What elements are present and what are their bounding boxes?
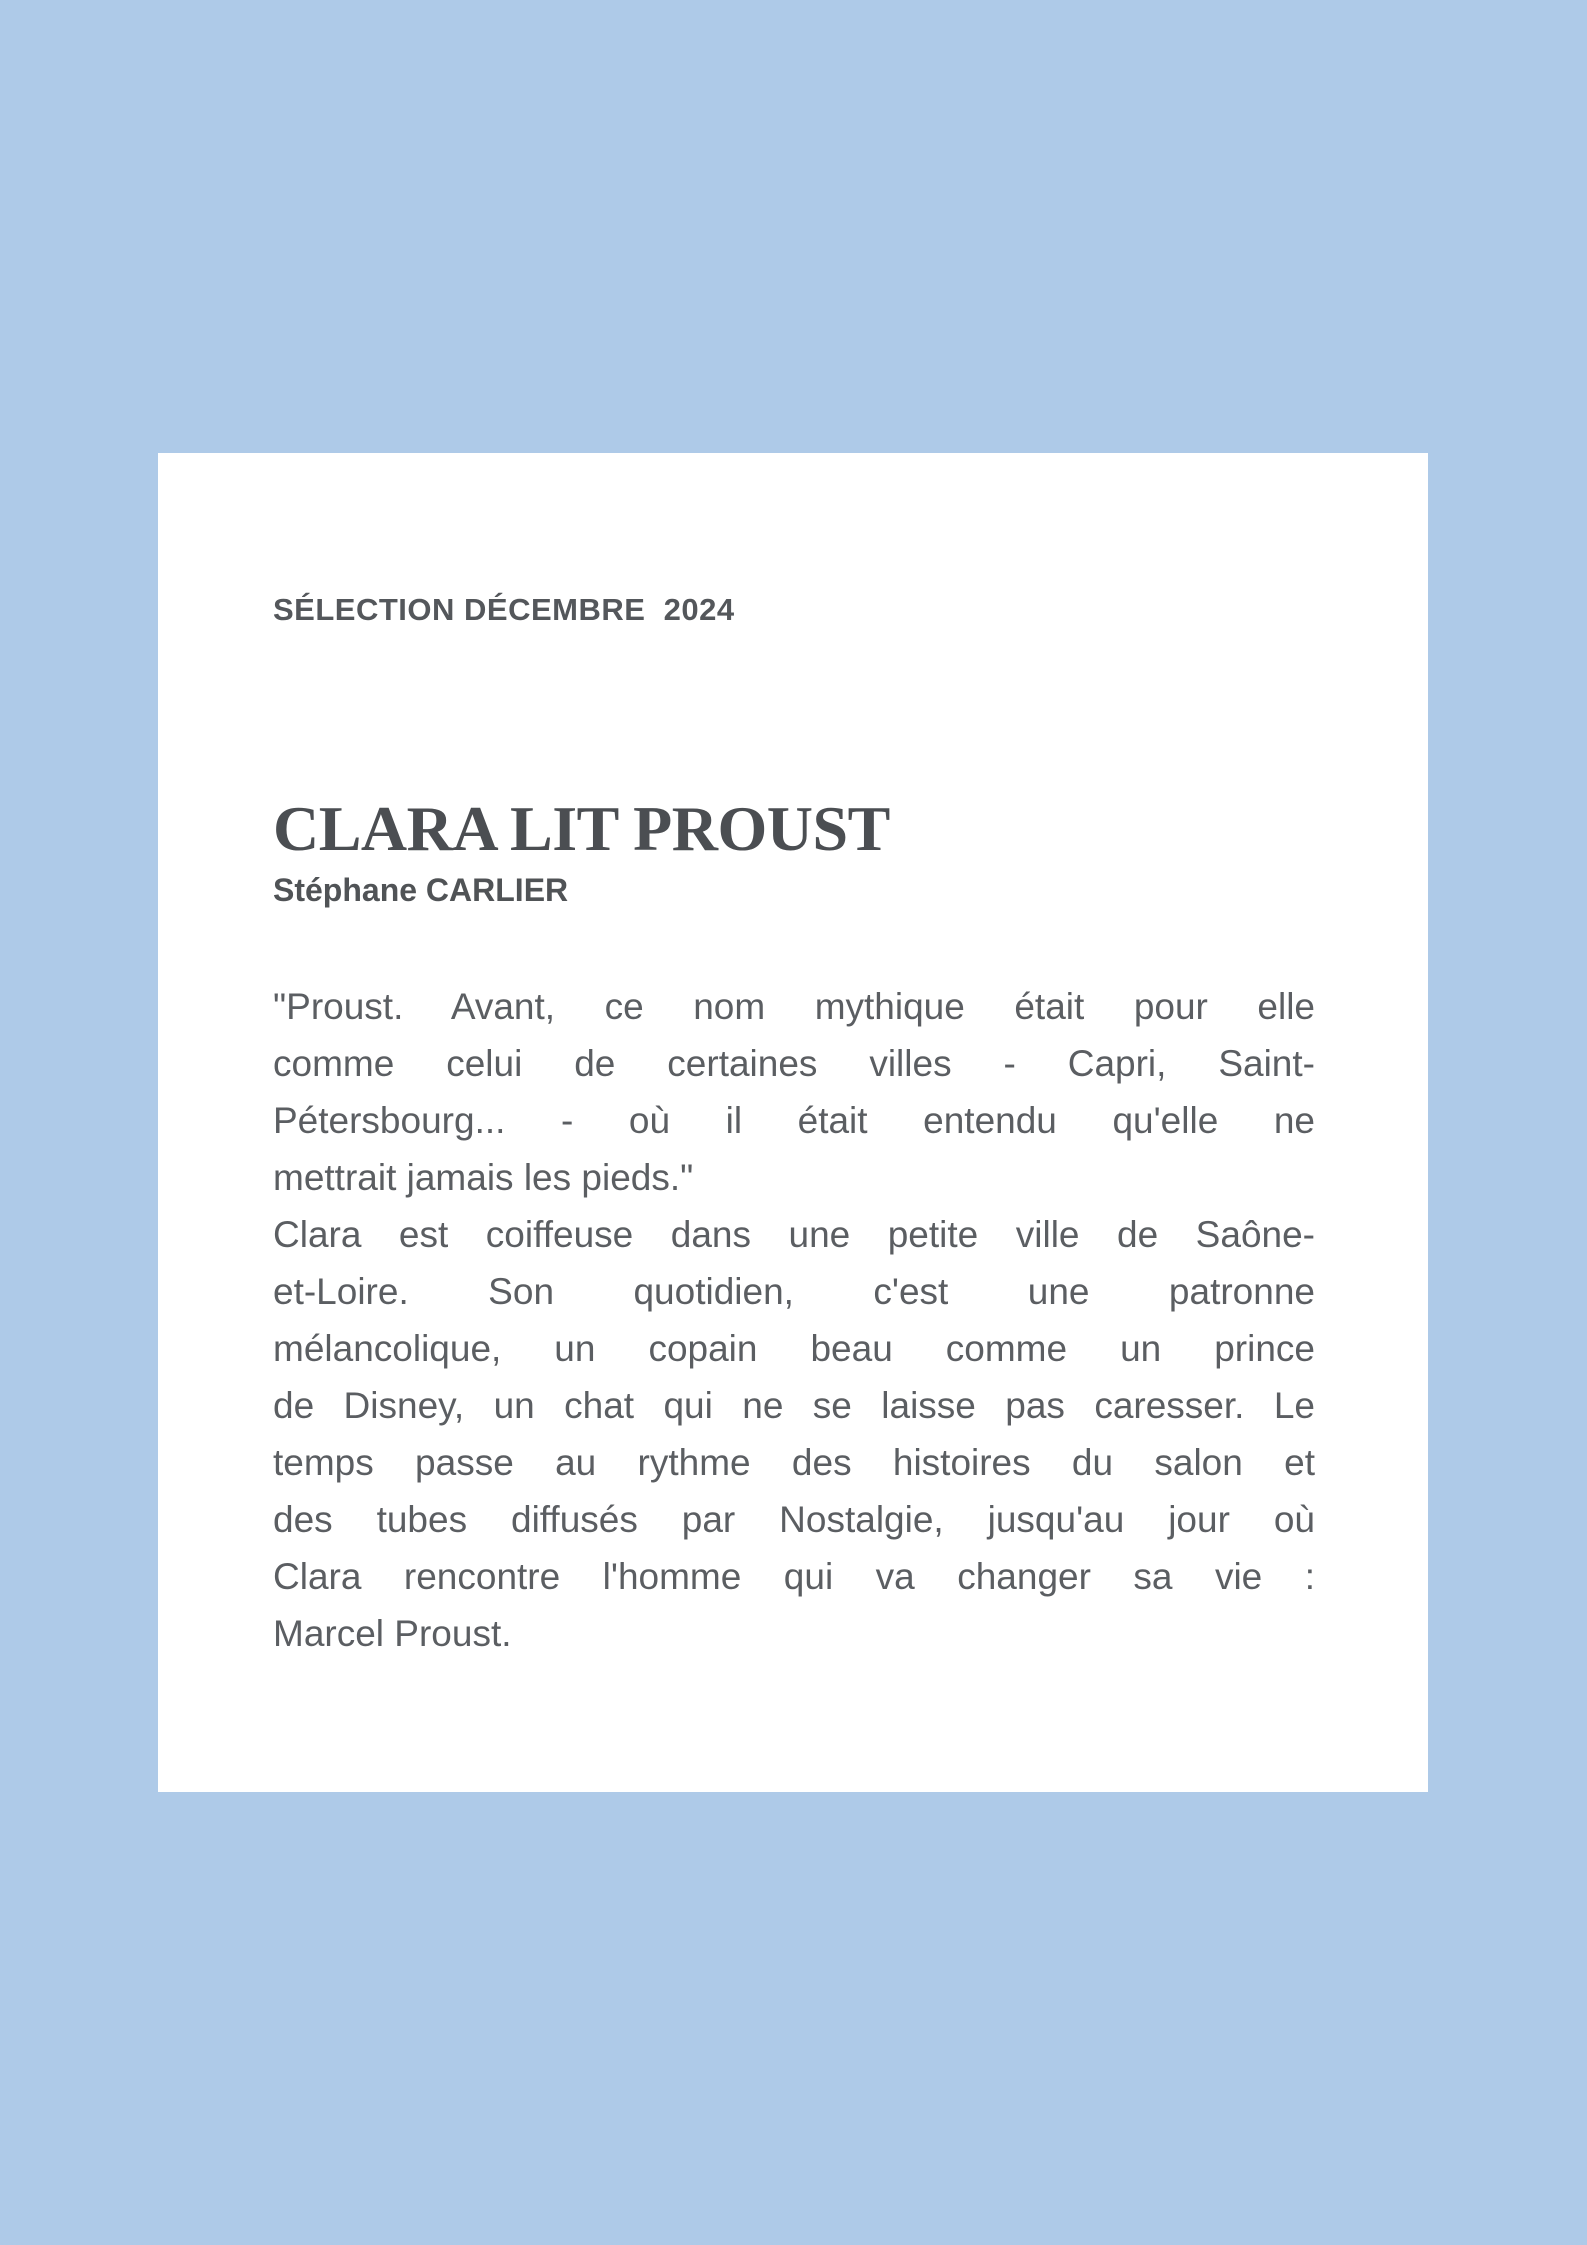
book-author: Stéphane CARLIER [273, 872, 569, 908]
synopsis-line: "Proust. Avant, ce nom mythique était pour elle [273, 986, 1315, 1027]
synopsis-line: Clara rencontre l'homme qui va changer sa vie : [273, 1556, 1315, 1597]
synopsis-line: temps passe au rythme des histoires du salon et [273, 1442, 1315, 1483]
synopsis-line: et-Loire. Son quotidien, c'est une patronne [273, 1271, 1315, 1312]
book-synopsis [273, 978, 1315, 1662]
synopsis-line: Clara est coiffeuse dans une petite ville de Saône- [273, 1214, 1315, 1255]
synopsis-line: de Disney, un chat qui ne se laisse pas caresser. Le [273, 1385, 1315, 1426]
book-title: CLARA LIT PROUST [273, 793, 890, 864]
book-selection-card [158, 453, 1428, 1792]
synopsis-line: Marcel Proust. [273, 1613, 512, 1654]
selection-eyebrow: SÉLECTION DÉCEMBRE 2024 [273, 592, 735, 627]
synopsis-line: comme celui de certaines villes - Capri, Saint- [273, 1043, 1315, 1084]
synopsis-line: mettrait jamais les pieds." [273, 1157, 694, 1198]
synopsis-line: des tubes diffusés par Nostalgie, jusqu'au jour où [273, 1499, 1315, 1540]
synopsis-line: mélancolique, un copain beau comme un prince [273, 1328, 1315, 1369]
synopsis-line: Pétersbourg... - où il était entendu qu'elle ne [273, 1100, 1315, 1141]
